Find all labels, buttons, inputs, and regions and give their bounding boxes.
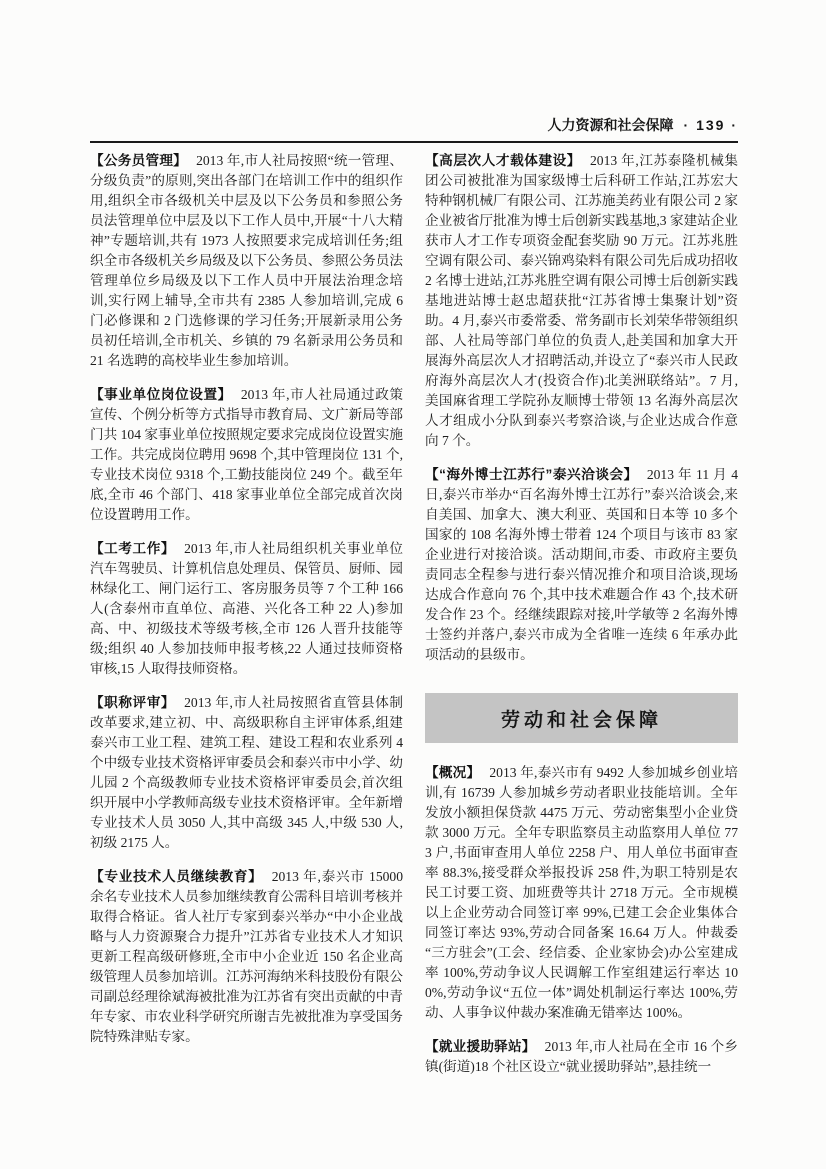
left-column [90, 151, 403, 1061]
section-heading: 【专业技术人员继续教育】 [90, 869, 263, 884]
section-body: 2013 年,市人社局在全市 16 个乡镇(街道)18 个社区设立“就业援助驿站”,悬挂统一 [425, 1039, 739, 1074]
section-overseas-doctors-jiangsu-tour [425, 465, 738, 665]
section-heading: 【高层次人才载体建设】 [425, 153, 581, 168]
header-rule [90, 141, 738, 143]
section-body: 2013 年,市人社局组织机关事业单位汽车驾驶员、计算机信息处理员、保管员、厨师、园林绿化工、闸门运行工、客房服务员等 7 个工种 166 人(含泰州市直单位、高港、兴化各工种 22 人)参加高、中、初级技术等级考核,全市 126 人晋升技能等级;组织 40 人参加技师申报考核,22 人通过技师资格审核,15 人取得技师资格。 [90, 541, 404, 676]
page-content [90, 116, 738, 1091]
section-high-level-talent-platform [425, 151, 738, 451]
section-heading: 【职称评审】 [90, 695, 176, 710]
section-civil-servant-management [90, 151, 403, 371]
section-overview [425, 763, 738, 1023]
section-heading: 【事业单位岗位设置】 [90, 387, 232, 402]
section-heading: 【公务员管理】 [90, 153, 188, 168]
section-body: 2013 年,泰兴市有 9492 人参加城乡创业培训,有 16739 人参加城乡劳动者职业技能培训。全年发放小额担保贷款 4475 万元、劳动密集型小企业贷款 3000 万元。全年专职监察员主动监察用人单位 773 户,书面审查用人单位 2258 户、用人单位书面审查率 88.3%,接受群众举报投诉 258 件,为职工特别是农民工讨要工资、加班费等共计 2718 万元。全市规模以上企业劳动合同签订率 99%,已建工会企业集体合同签订率达 93%,劳动合同备案 16.64 万人。仲裁委“三方驻会”(工会、经信委、企业家协会)办公室建成率 100%,劳动争议人民调解工作室组建运行率达 100%,劳动争议“五位一体”调处机制运行率达 100%,劳动、人事争议仲裁办案准确无错率达 100%。 [425, 765, 739, 1020]
chapter-heading: 劳动和社会保障 [500, 709, 662, 731]
two-column-body [90, 151, 738, 1091]
running-head-title: 人力资源和社会保障 [547, 117, 674, 133]
page-number: · 139 · [683, 117, 738, 133]
section-body: 2013 年,市人社局通过政策宣传、个例分析等方式指导市教育局、文广新局等部门共 104 家事业单位按照规定要求完成岗位设置实施工作。共完成岗位聘用 9698 个,其中管理岗位 131 个,专业技术岗位 9318 个,工勤技能岗位 249 个。截至年底,全市 46 个部门、418 家事业单位全部完成首次岗位设置聘用工作。 [90, 387, 404, 522]
chapter-heading-box [425, 693, 738, 743]
section-body: 2013 年,市人社局按照“统一管理、分级负责”的原则,突出各部门在培训工作中的组织作用,组织全市各级机关中层及以下公务员和参照公务员法管理单位中层及以下工作人员中,开展“十八大精神”专题培训,共有 1973 人按照要求完成培训任务;组织全市各级机关乡局级及以下公务员、参照公务员法管理单位乡局级及以下工作人员中开展法治理念培训,实行网上辅导,全市共有 2385 人参加培训,完成 6 门必修课和 2 门选修课的学习任务;开展新录用公务员初任培训,全市机关、乡镇的 79 名新录用公务员和 21 名选聘的高校毕业生参加培训。 [90, 153, 403, 368]
section-institution-post-setting [90, 385, 403, 525]
section-body: 2013 年,泰兴市 15000 余名专业技术人员参加继续教育公需科目培训考核并取得合格证。省人社厅专家到泰兴举办“中小企业战略与人力资源聚合力提升”江苏省专业技术人才知识更新工程高级研修班,全市中小企业近 150 名企业高级管理人员参加培训。江苏河海纳米科技股份有限公司副总经理徐斌海被批准为江苏省有突出贡献的中青年专家、市农业科学研究所谢吉先被批准为享受国务院特殊津贴专家。 [90, 869, 404, 1044]
running-head [90, 116, 738, 141]
section-heading: 【就业援助驿站】 [425, 1039, 536, 1054]
section-body: 2013 年,江苏泰隆机械集团公司被批准为国家级博士后科研工作站,江苏宏大特种钢机械厂有限公司、江苏施美药业有限公司 2 家企业被省厅批准为博士后创新实践基地,3 家建站企业获市人才工作专项资金配套奖励 90 万元。江苏兆胜空调有限公司、泰兴锦鸡染料有限公司先后成功招收 2 名博士进站,江苏兆胜空调有限公司博士后创新实践基地进站博士赵忠超获批“江苏省博士集聚计划”资助。4 月,泰兴市委常委、常务副市长刘荣华带领组织部、人社局等部门单位的负责人,赴美国和加拿大开展海外高层次人才招聘活动,并设立了“泰兴市人民政府海外高层次人才(投资合作)北美洲联络站”。7 月,美国麻省理工学院孙友顺博士带领 13 名海外高层次人才组成小分队到泰兴考察洽谈,与企业达成合作意向 7 个。 [425, 153, 738, 448]
section-body: 2013 年,市人社局按照省直管县体制改革要求,建立初、中、高级职称自主评审体系,组建泰兴市工业工程、建筑工程、建设工程和农业系列 4 个中级专业技术资格评审委员会和泰兴市中小学、幼儿园 2 个高级教师专业技术资格评审委员会,首次组织开展中小学教师高级专业技术资格评审。全年新增专业技术人员 3050 人,其中高级 345 人,中级 530 人,初级 2175 人。 [90, 695, 404, 850]
section-employment-aid-station [425, 1037, 738, 1077]
section-heading: 【“海外博士江苏行”泰兴洽谈会】 [425, 467, 638, 482]
section-body: 2013 年 11 月 4 日,泰兴市举办“百名海外博士江苏行”泰兴洽谈会,来自美国、加拿大、澳大利亚、英国和日本等 10 多个国家的 108 名海外博士带着 124 个项目与该市 83 家企业进行对接洽谈。活动期间,市委、市政府主要负责同志全程参与进行泰兴情况推介和项目洽谈,现场达成合作意向 76 个,其中技术难题合作 43 个,技术研发合作 23 个。经继续跟踪对接,叶学敏等 2 名海外博士签约并落户,泰兴市成为全省唯一连续 6 年承办此项活动的县级市。 [425, 467, 739, 662]
page-header [90, 116, 738, 143]
section-continuing-education [90, 867, 403, 1047]
section-heading: 【工考工作】 [90, 541, 176, 556]
section-heading: 【概况】 [425, 765, 481, 780]
section-title-evaluation [90, 693, 403, 853]
section-worker-skill-assessment [90, 539, 403, 679]
right-column [425, 151, 738, 1091]
